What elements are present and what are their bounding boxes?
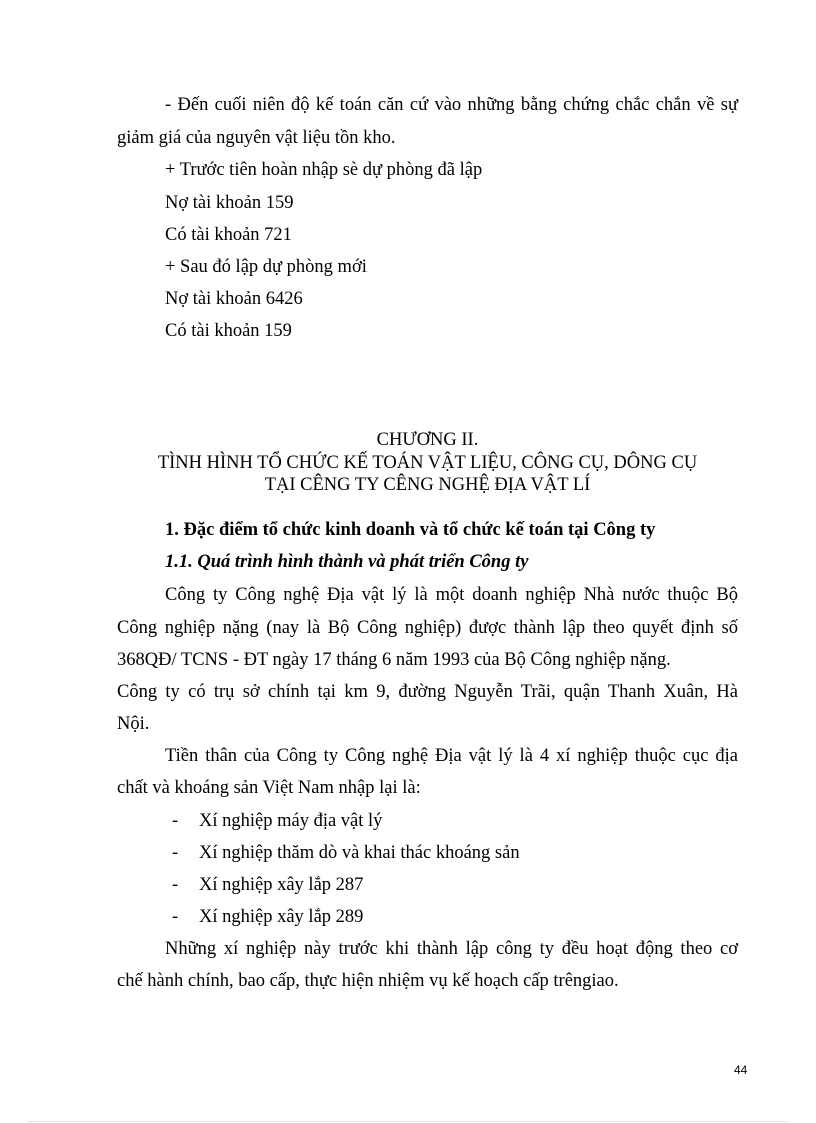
bullet-marker: - xyxy=(172,875,179,895)
paragraph-line: - Đến cuối niên độ kế toán căn cứ vào những bằng chứng chắc chắn về sự xyxy=(165,95,738,115)
chapter-subtitle: TÌNH HÌNH TỔ CHỨC KẾ TOÁN VẬT LIỆU, CÔNG CỤ, DÔNG CỤ xyxy=(157,453,698,473)
paragraph-line: Công ty Công nghệ Địa vật lý là một doanh nghiệp Nhà nước thuộc Bộ xyxy=(165,585,738,605)
bullet-marker: - xyxy=(172,907,179,927)
entry-line: Có tài khoản 159 xyxy=(165,321,292,341)
paragraph-line: Những xí nghiệp này trước khi thành lập công ty đều hoạt động theo cơ xyxy=(165,939,738,959)
chapter-title: CHƯƠNG II. xyxy=(376,430,479,450)
entry-line: Có tài khoản 721 xyxy=(165,225,292,245)
paragraph-line: Công ty có trụ sở chính tại km 9, đường Nguyễn Trãi, quận Thanh Xuân, Hà xyxy=(117,682,738,702)
paragraph-line: giảm giá của nguyên vật liệu tồn kho. xyxy=(117,128,396,148)
chapter-subtitle: TẠI CÊNG TY CÊNG NGHỆ ĐỊA VẬT LÍ xyxy=(264,475,591,495)
entry-line: Nợ tài khoản 159 xyxy=(165,193,294,213)
list-item-text: Xí nghiệp máy địa vật lý xyxy=(199,811,383,831)
page-bottom-border xyxy=(28,1121,788,1122)
paragraph-line: Công nghiệp nặng (nay là Bộ Công nghiệp) được thành lập theo quyết định số xyxy=(117,618,738,638)
list-item-text: Xí nghiệp xây lắp 287 xyxy=(199,875,364,895)
page-number: 44 xyxy=(734,1063,748,1077)
entry-line: + Trước tiên hoàn nhập sè dự phòng đã lập xyxy=(165,160,483,180)
bullet-marker: - xyxy=(172,843,179,863)
list-item-text: Xí nghiệp thăm dò và khai thác khoáng sản xyxy=(199,843,520,863)
list-item-text: Xí nghiệp xây lắp 289 xyxy=(199,907,364,927)
subsection-heading: 1.1. Quá trình hình thành và phát triển Công ty xyxy=(165,552,529,572)
paragraph-line: chất và khoáng sản Việt Nam nhập lại là: xyxy=(117,778,421,798)
entry-line: + Sau đó lập dự phòng mới xyxy=(165,257,367,277)
paragraph-line: chế hành chính, bao cấp, thực hiện nhiệm vụ kế hoạch cấp trêngiao. xyxy=(117,971,619,991)
paragraph-line: 368QĐ/ TCNS - ĐT ngày 17 tháng 6 năm 1993 của Bộ Công nghiệp nặng. xyxy=(117,650,671,670)
entry-line: Nợ tài khoản 6426 xyxy=(165,289,303,309)
bullet-marker: - xyxy=(172,811,179,831)
section-heading: 1. Đặc điểm tổ chức kinh doanh và tổ chức kế toán tại Công ty xyxy=(165,520,656,540)
paragraph-line: Nội. xyxy=(117,714,150,734)
paragraph-line: Tiền thân của Công ty Công nghệ Địa vật lý là 4 xí nghiệp thuộc cục địa xyxy=(165,746,738,766)
